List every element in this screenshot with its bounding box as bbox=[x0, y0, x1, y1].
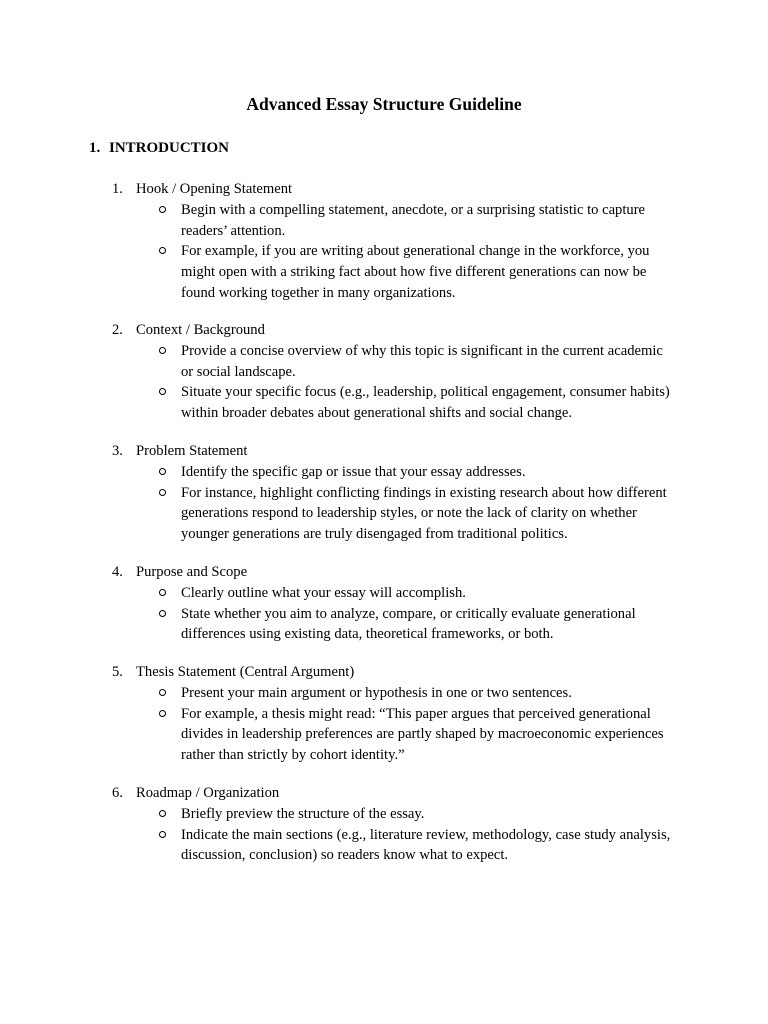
hollow-bullet-icon bbox=[159, 206, 166, 213]
bullet-item bbox=[0, 804, 671, 825]
bullet-item bbox=[0, 704, 671, 766]
hollow-bullet-icon bbox=[159, 347, 166, 354]
bullet-item bbox=[0, 604, 671, 646]
bullet-text: For example, if you are writing about generational change in the workforce, you might open with a striking fact about how five different generations can now be found working together in many organizations. bbox=[181, 243, 650, 301]
list-item-title: Roadmap / Organization bbox=[136, 785, 280, 801]
list-item-title: Context / Background bbox=[136, 322, 265, 338]
list-item-number: 4. bbox=[112, 564, 123, 580]
list-item-roadmap bbox=[0, 783, 768, 866]
bullet-text: For example, a thesis might read: “This paper argues that perceived generational divides in leadership preferences are partly shaped by macroeconomic experiences rather than strictly by cohort identity.” bbox=[181, 705, 664, 764]
hollow-bullet-icon bbox=[159, 831, 166, 838]
list-item-thesis bbox=[0, 662, 768, 766]
bullet-text: Briefly preview the structure of the essay. bbox=[181, 805, 425, 822]
hollow-bullet-icon bbox=[159, 810, 166, 817]
list-item-title: Problem Statement bbox=[136, 443, 248, 459]
bullet-text: Clearly outline what your essay will accomplish. bbox=[181, 584, 466, 601]
hollow-bullet-icon bbox=[159, 489, 166, 496]
section-heading bbox=[89, 138, 229, 158]
list-item-number: 3. bbox=[112, 443, 123, 459]
list-item-hook bbox=[0, 179, 768, 304]
hollow-bullet-icon bbox=[159, 247, 166, 254]
bullet-item bbox=[0, 241, 671, 303]
hollow-bullet-icon bbox=[159, 610, 166, 617]
bullet-item bbox=[0, 200, 671, 242]
list-item-number: 5. bbox=[112, 664, 123, 680]
bullet-item bbox=[0, 382, 671, 424]
bullet-text: Begin with a compelling statement, anecdote, or a surprising statistic to capture readers’ attention. bbox=[181, 201, 646, 239]
bullet-item bbox=[0, 683, 671, 704]
hollow-bullet-icon bbox=[159, 589, 166, 596]
list-item-purpose bbox=[0, 562, 768, 645]
list-item-problem bbox=[0, 441, 768, 545]
section-number: 1. bbox=[89, 140, 101, 156]
list-item-title: Thesis Statement (Central Argument) bbox=[136, 664, 355, 680]
bullet-text: Indicate the main sections (e.g., literature review, methodology, case study analysis, discussion, conclusion) so readers know what to expect. bbox=[181, 826, 671, 864]
list-item-title: Purpose and Scope bbox=[136, 564, 248, 580]
bullet-text: Present your main argument or hypothesis in one or two sentences. bbox=[181, 684, 572, 701]
bullet-text: For instance, highlight conflicting findings in existing research about how different generations respond to leadership styles, or note the lack of clarity on whether younger generations are truly disengaged from traditional politics. bbox=[181, 484, 667, 543]
list-item-title: Hook / Opening Statement bbox=[136, 181, 293, 197]
section-heading-text: INTRODUCTION bbox=[109, 140, 230, 156]
hollow-bullet-icon bbox=[159, 710, 166, 717]
list-item-number: 2. bbox=[112, 322, 123, 338]
bullet-text: Identify the specific gap or issue that your essay addresses. bbox=[181, 463, 526, 480]
bullet-item bbox=[0, 341, 671, 383]
document-title: Advanced Essay Structure Guideline bbox=[246, 94, 522, 114]
list-item-number: 1. bbox=[112, 181, 123, 197]
bullet-item bbox=[0, 462, 671, 483]
hollow-bullet-icon bbox=[159, 689, 166, 696]
list-item-number: 6. bbox=[112, 785, 123, 801]
bullet-item bbox=[0, 825, 671, 867]
list-item-context bbox=[0, 320, 768, 424]
bullet-text: Situate your specific focus (e.g., leadership, political engagement, consumer habits) within broader debates about generational shifts and social change. bbox=[181, 384, 670, 422]
bullet-text: Provide a concise overview of why this topic is significant in the current academic or social landscape. bbox=[181, 342, 663, 380]
hollow-bullet-icon bbox=[159, 468, 166, 475]
bullet-item bbox=[0, 483, 671, 545]
hollow-bullet-icon bbox=[159, 388, 166, 395]
bullet-item bbox=[0, 583, 671, 604]
bullet-text: State whether you aim to analyze, compare, or critically evaluate generational differences using existing data, theoretical frameworks, or both. bbox=[181, 605, 636, 643]
